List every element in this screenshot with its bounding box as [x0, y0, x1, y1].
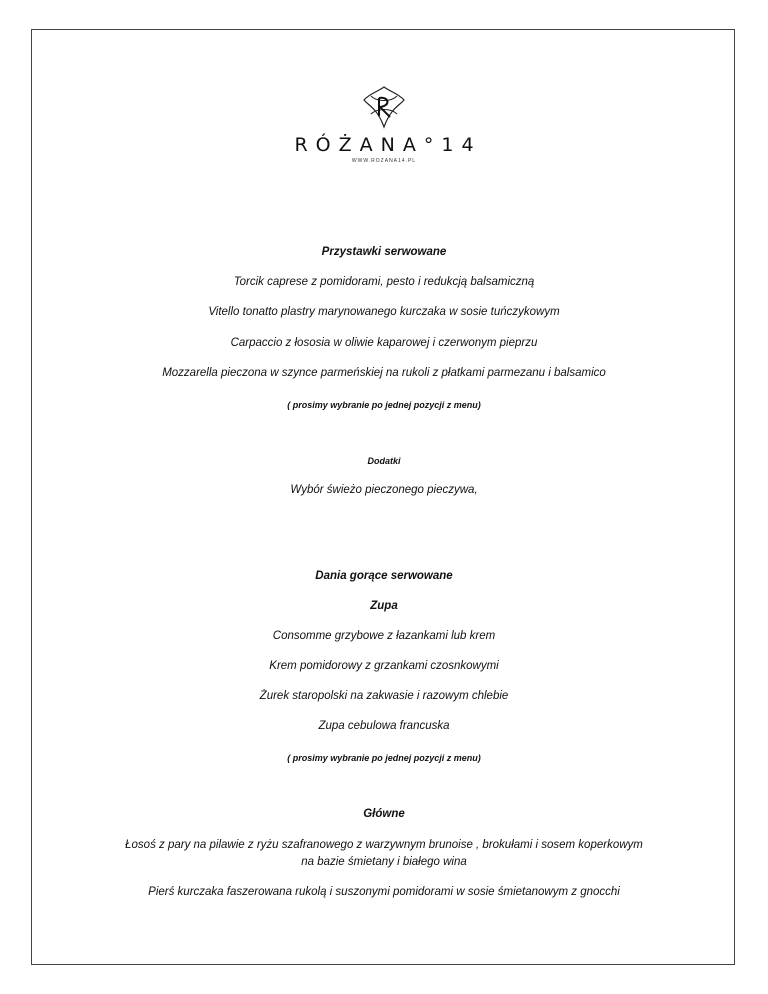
starters-heading: Przystawki serwowane [321, 246, 447, 258]
starters-note: ( prosimy wybranie po jednej pozycji z menu) [287, 400, 481, 410]
monogram-r-icon [361, 84, 407, 130]
logo-name: RÓŻANA°14 [294, 134, 482, 156]
logo-url: WWW.ROZANA14.PL [351, 158, 417, 164]
soup-heading: Zupa [370, 600, 398, 612]
extras-item: Wybór świeżo pieczonego pieczywa, [290, 484, 478, 496]
soup-item: Consomme grzybowe z łazankami lub krem [272, 630, 496, 642]
starter-item: Vitello tonatto plastry marynowanego kurczaka w sosie tuńczykowym [208, 306, 560, 318]
main-item: Pierś kurczaka faszerowana rukolą i suszonymi pomidorami w sosie śmietanowym z gnocchi [148, 886, 620, 898]
starter-item: Mozzarella pieczona w szynce parmeńskiej na rukoli z płatkami parmezanu i balsamico [162, 367, 606, 379]
restaurant-logo [0, 84, 768, 164]
main-item: Łosoś z pary na pilawie z ryżu szafranowego z warzywnym brunoise , brokułami i sosem koperkowym [125, 839, 643, 851]
soup-item: Zupa cebulowa francuska [318, 720, 450, 732]
hot-dishes-heading: Dania gorące serwowane [315, 570, 453, 582]
soup-item: Krem pomidorowy z grzankami czosnkowymi [269, 660, 499, 672]
extras-heading: Dodatki [367, 456, 401, 466]
main-item-continued: na bazie śmietany i białego wina [301, 856, 467, 868]
soup-note: ( prosimy wybranie po jednej pozycji z menu) [287, 753, 481, 763]
soup-item: Żurek staropolski na zakwasie i razowym chlebie [259, 690, 509, 702]
mains-heading: Główne [363, 808, 405, 820]
starter-item: Carpaccio z łososia w oliwie kaparowej i czerwonym pieprzu [230, 337, 538, 349]
starter-item: Torcik caprese z pomidorami, pesto i redukcją balsamiczną [233, 276, 535, 288]
